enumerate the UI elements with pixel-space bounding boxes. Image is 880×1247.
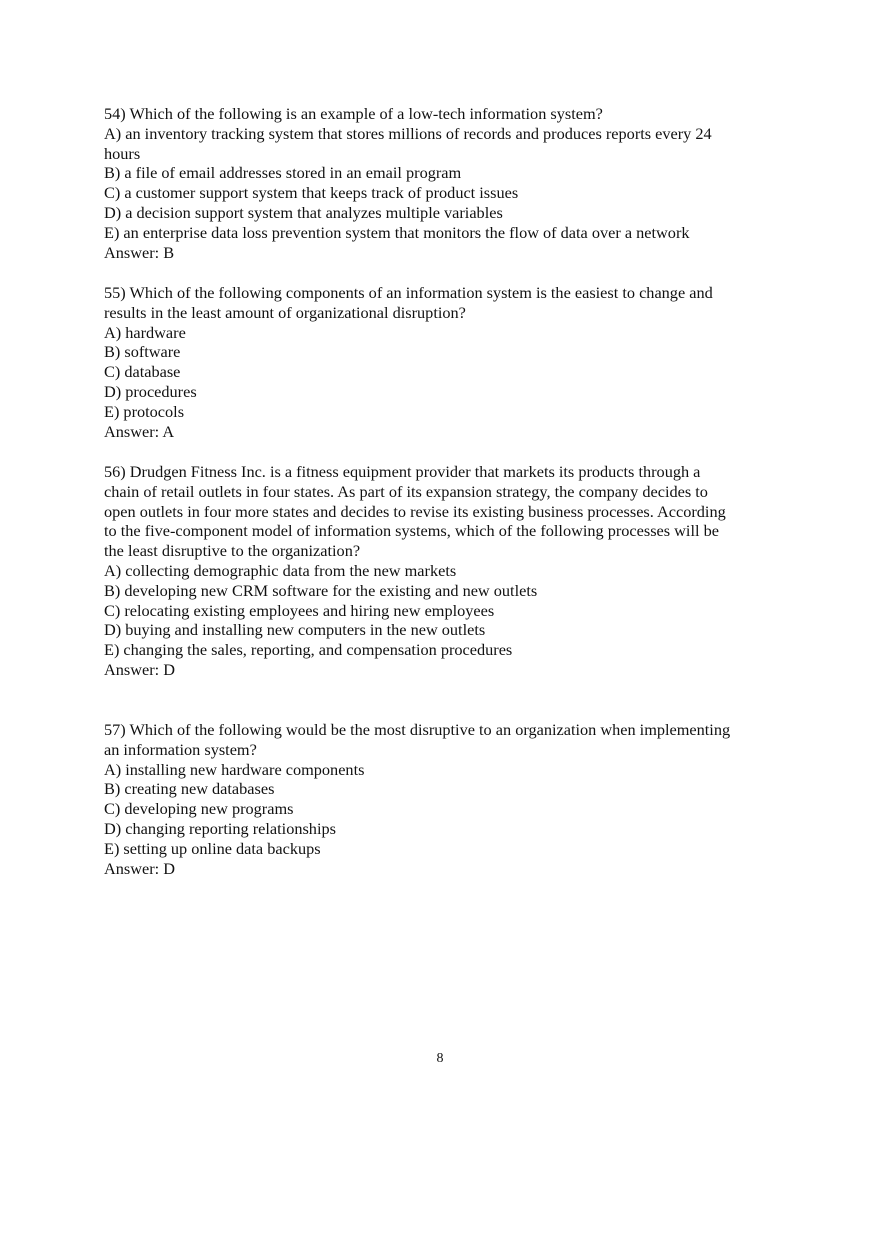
- answer-option-b: B) creating new databases: [104, 779, 275, 799]
- answer-option-d: D) procedures: [104, 381, 197, 401]
- answer-option-d: D) changing reporting relationships: [104, 818, 336, 838]
- answer-option-c: C) database: [104, 362, 181, 382]
- answer-option-a: A) an inventory tracking system that stores millions of records and produces reports every 24: [104, 123, 712, 143]
- answer-key: Answer: B: [104, 242, 175, 262]
- answer-key: Answer: A: [104, 421, 175, 441]
- answer-option-e: E) setting up online data backups: [104, 838, 321, 858]
- answer-option-b: B) developing new CRM software for the existing and new outlets: [104, 580, 538, 600]
- question-56: [104, 462, 784, 680]
- answer-option-b: B) a file of email addresses stored in an email program: [104, 163, 462, 183]
- question-stem-continued: an information system?: [104, 739, 257, 759]
- question-stem: 56) Drudgen Fitness Inc. is a fitness equipment provider that markets its products through a: [104, 462, 701, 481]
- answer-option-a: A) collecting demographic data from the new markets: [104, 560, 457, 580]
- answer-key: Answer: D: [104, 858, 175, 878]
- question-stem: 57) Which of the following would be the most disruptive to an organization when implementing: [104, 720, 731, 739]
- answer-option-c: C) a customer support system that keeps track of product issues: [104, 183, 519, 203]
- question-55: [104, 283, 784, 441]
- answer-option-a: A) installing new hardware components: [104, 759, 365, 779]
- question-stem-continued: results in the least amount of organizational disruption?: [104, 302, 466, 322]
- question-54: [104, 104, 784, 262]
- question-stem: 55) Which of the following components of an information system is the easiest to change and: [104, 283, 713, 302]
- answer-option-a-continued: hours: [104, 143, 141, 163]
- answer-option-d: D) buying and installing new computers in the new outlets: [104, 620, 486, 640]
- question-stem-continued: open outlets in four more states and decides to revise its existing business processes. According: [104, 501, 726, 521]
- question-stem-continued: chain of retail outlets in four states. As part of its expansion strategy, the company decides to: [104, 481, 708, 501]
- answer-option-d: D) a decision support system that analyzes multiple variables: [104, 202, 503, 222]
- question-stem: 54) Which of the following is an example of a low-tech information system?: [104, 104, 603, 123]
- question-stem-continued: to the five-component model of information systems, which of the following processes will be: [104, 521, 719, 541]
- question-stem-continued: the least disruptive to the organization?: [104, 541, 361, 561]
- answer-option-e: E) an enterprise data loss prevention system that monitors the flow of data over a network: [104, 222, 690, 242]
- answer-option-b: B) software: [104, 342, 181, 362]
- answer-option-e: E) changing the sales, reporting, and compensation procedures: [104, 640, 513, 660]
- answer-option-c: C) developing new programs: [104, 799, 294, 819]
- question-57: [104, 720, 784, 878]
- answer-option-a: A) hardware: [104, 322, 186, 342]
- answer-key: Answer: D: [104, 659, 175, 679]
- answer-option-e: E) protocols: [104, 401, 185, 421]
- page-number: 8: [436, 1051, 444, 1066]
- answer-option-c: C) relocating existing employees and hiring new employees: [104, 600, 495, 620]
